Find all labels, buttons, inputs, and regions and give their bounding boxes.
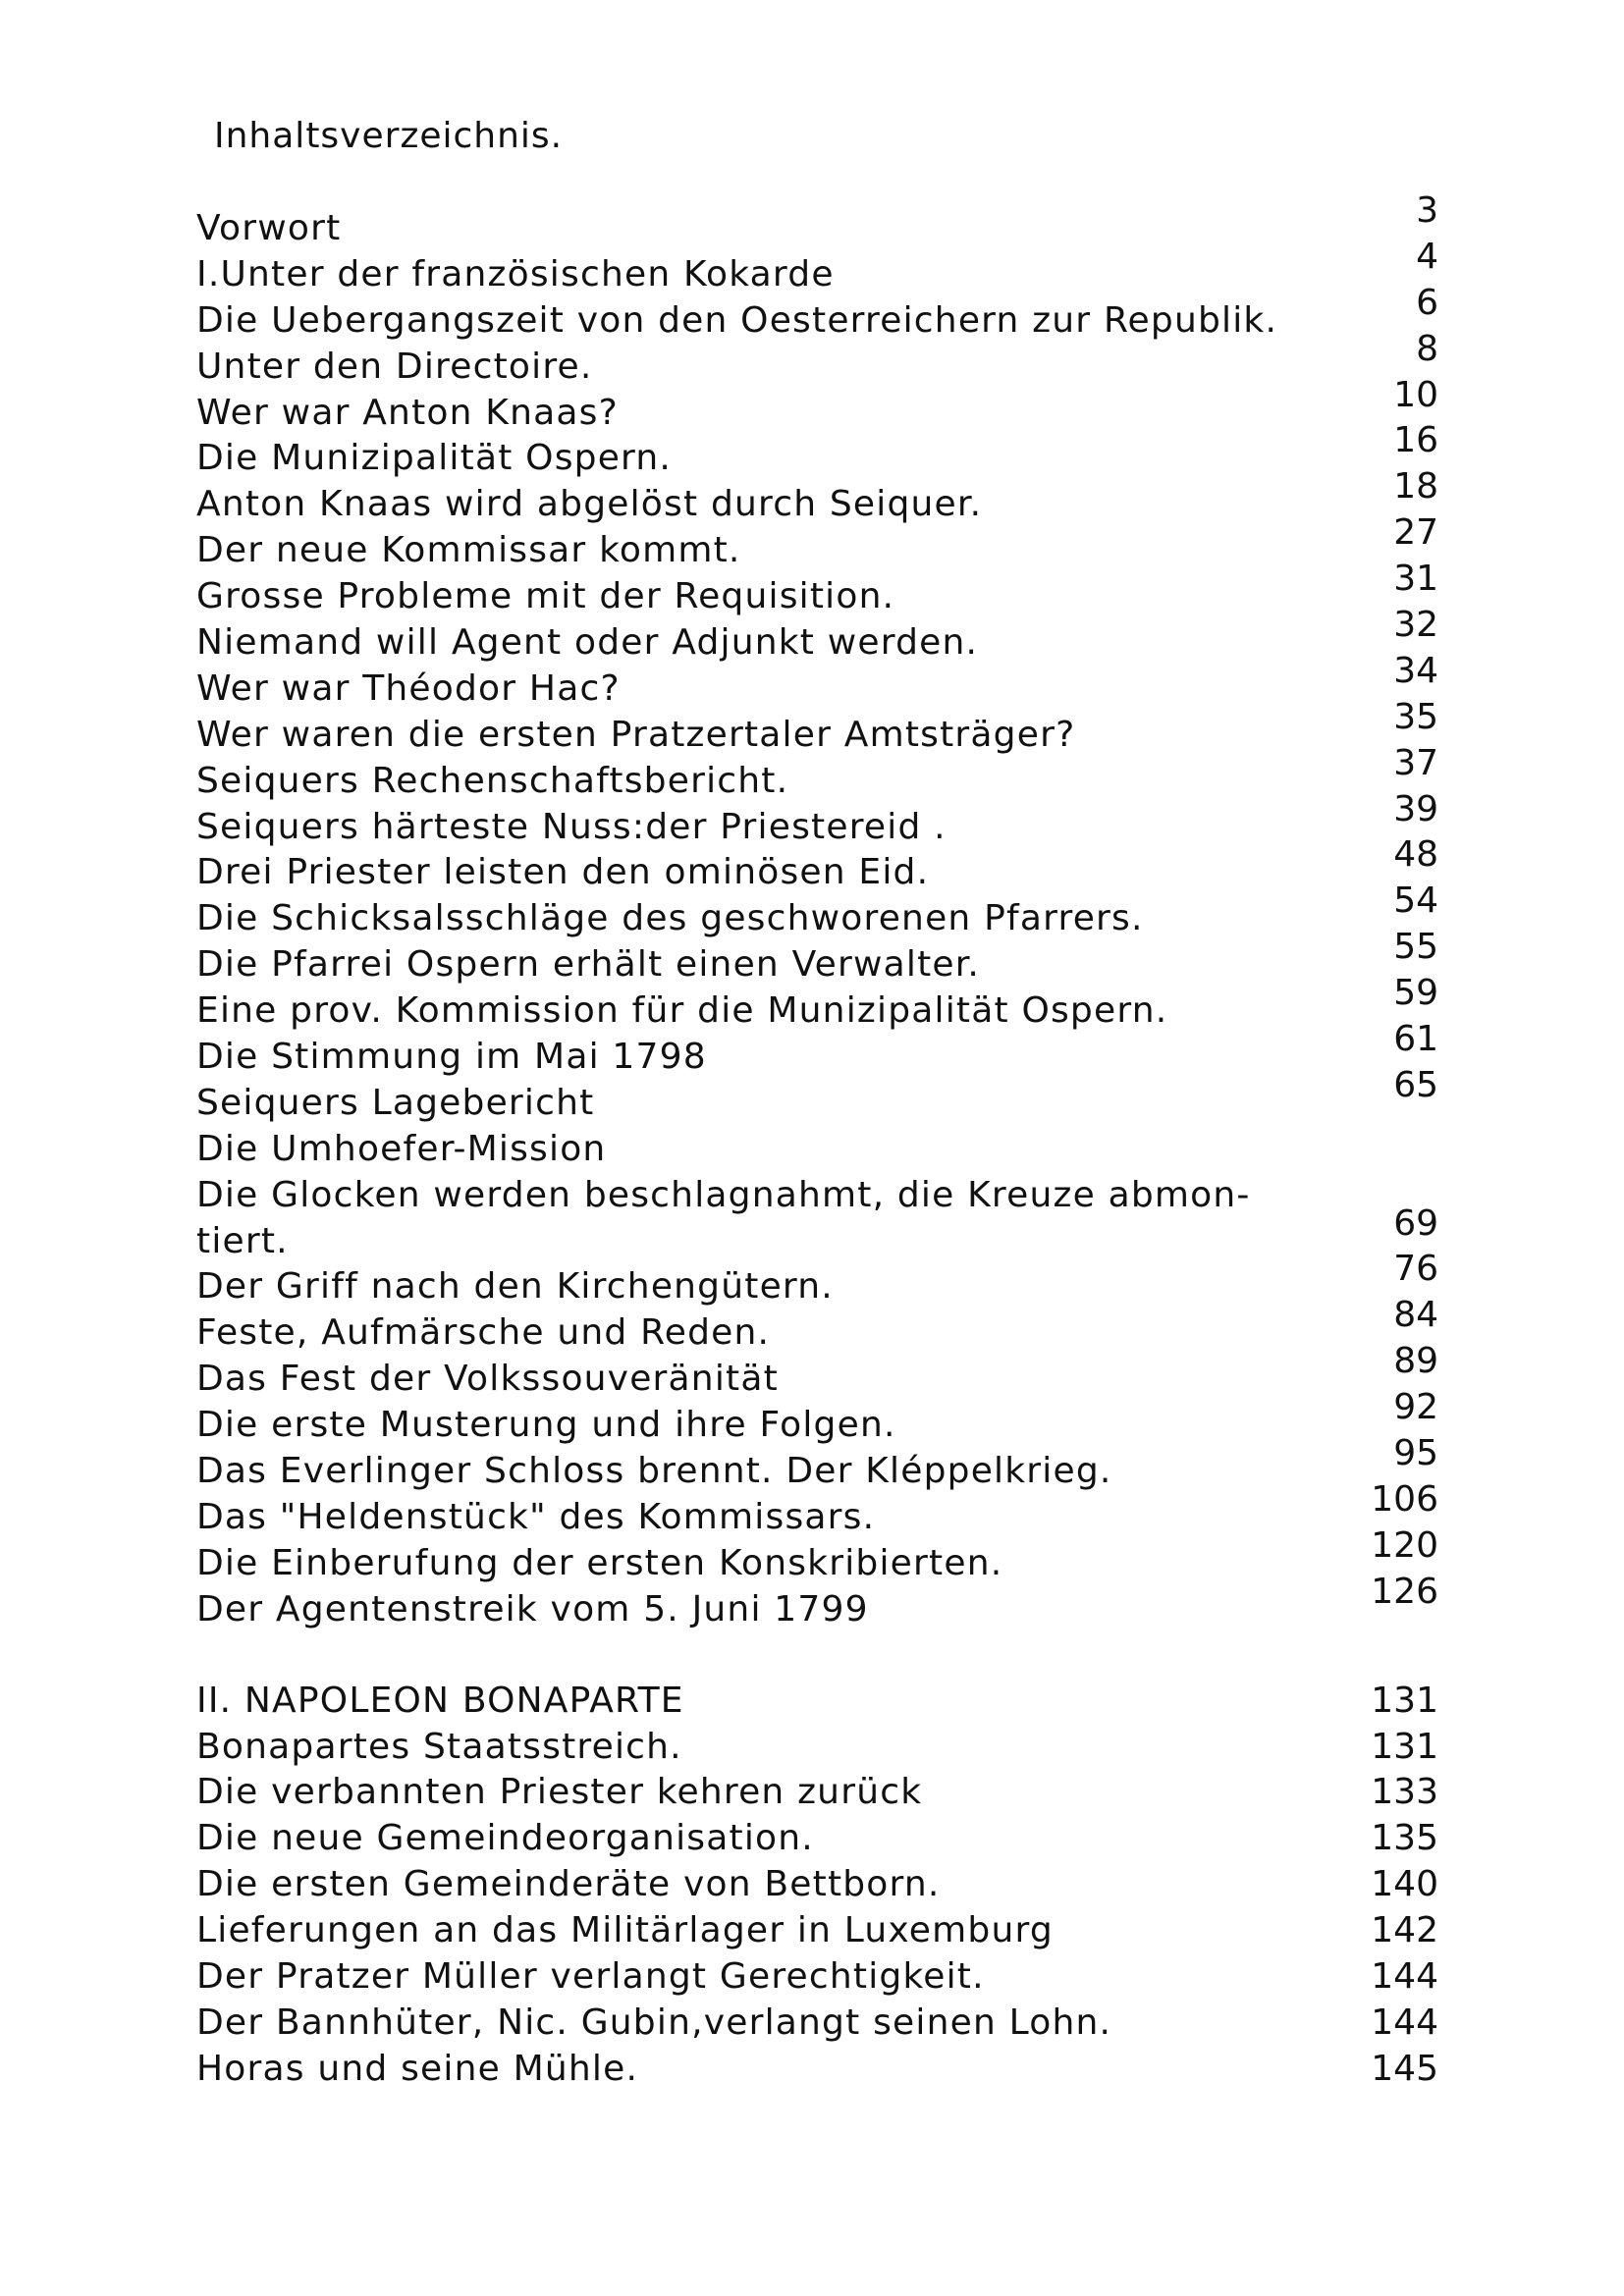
toc-entry [196, 2001, 1438, 2047]
toc-entry [196, 236, 1438, 298]
toc-entry-title: Eine prov. Kommission für die Munizipalität Ospern. [196, 990, 1168, 1032]
toc-entry [196, 973, 1438, 1035]
toc-entry [196, 927, 1438, 988]
toc-page-number: 6 [1416, 282, 1438, 323]
toc-page-number: 135 [1371, 1818, 1438, 1859]
toc-entry-title: Seiquers Rechenschaftsbericht. [196, 760, 789, 801]
toc-entry-title: II. NAPOLEON BONAPARTE [196, 1680, 684, 1721]
toc-entry [196, 1019, 1438, 1081]
toc-entry-title: Grosse Probleme mit der Requisition. [196, 576, 895, 617]
toc-page-number: 95 [1393, 1433, 1438, 1474]
toc-entry-title: Bonapartes Staatsstreich. [196, 1726, 682, 1767]
toc-page-number: 39 [1393, 788, 1438, 829]
toc-entry-title: Feste, Aufmärsche und Reden. [196, 1312, 771, 1354]
toc-entry-title: Wer waren die ersten Pratzertaler Amtsträger? [196, 714, 1076, 755]
toc-page-number: 120 [1371, 1524, 1438, 1566]
toc-entry-title: Anton Knaas wird abgelöst durch Seiquer. [196, 484, 983, 525]
toc-entry-title: Die verbannten Priester kehren zurück [196, 1772, 923, 1813]
toc-page-number: 65 [1393, 1064, 1438, 1105]
toc-entry [196, 1433, 1438, 1495]
toc-entry-title: Die Schicksalsschläge des geschworenen Pfarrers. [196, 898, 1144, 939]
toc-entry [196, 1908, 1438, 1954]
toc-entry-title: Die Stimmung im Mai 1798 [196, 1037, 707, 1078]
toc-entry [196, 1064, 1438, 1127]
toc-entry-title: Wer war Théodor Hac? [196, 667, 621, 709]
toc-entry-title: Das Everlinger Schloss brennt. Der Kléppelkrieg. [196, 1451, 1112, 1492]
toc-entry [196, 374, 1438, 437]
toc-page-number: 18 [1393, 466, 1438, 507]
toc-entry [196, 282, 1438, 345]
toc-entry [196, 1816, 1438, 1862]
toc-page-number: 92 [1393, 1387, 1438, 1428]
toc-page-number: 69 [1393, 1202, 1438, 1244]
toc-page-number: 27 [1393, 512, 1438, 554]
toc-entry-title: Unter den Directoire. [196, 346, 593, 387]
toc-page-number: 131 [1371, 1680, 1438, 1721]
toc-entry [196, 328, 1438, 391]
toc-entry-title: Niemand will Agent oder Adjunkt werden. [196, 622, 979, 664]
toc-page-number: 32 [1393, 605, 1438, 646]
toc-entry-title: Der Agentenstreik vom 5. Juni 1799 [196, 1588, 869, 1629]
toc-page-number: 48 [1393, 834, 1438, 876]
toc-entry-title: Der Pratzer Müller verlangt Gerechtigkeit. [196, 1955, 985, 1997]
toc-entry [196, 190, 1438, 252]
toc-entry [196, 1770, 1438, 1816]
toc-entry [196, 1524, 1438, 1587]
toc-entry-title: Horas und seine Mühle. [196, 2048, 639, 2089]
toc-entry-title: Vorwort [196, 208, 342, 248]
toc-page-number: 37 [1393, 742, 1438, 783]
toc-entry [196, 1387, 1438, 1449]
toc-entry-title: Die Munizipalität Ospern. [196, 438, 673, 479]
toc-entry-title: Seiquers härteste Nuss:der Priestereid . [196, 806, 947, 847]
toc-entry-title: Der neue Kommissar kommt. [196, 530, 741, 571]
toc-entry-title: Die Umhoefer-Mission [196, 1128, 607, 1169]
toc-page-number: 144 [1371, 2002, 1438, 2043]
toc-entry [196, 834, 1438, 896]
toc-page-number: 10 [1393, 374, 1438, 415]
toc-entry [196, 466, 1438, 528]
toc-entry [196, 1173, 1438, 1219]
toc-entry [196, 1954, 1438, 2001]
page-title: Inhaltsverzeichnis. [214, 116, 564, 156]
toc-entry [196, 742, 1438, 805]
toc-entry [196, 605, 1438, 667]
toc-entry [196, 1249, 1438, 1310]
toc-page-number: 142 [1371, 1910, 1438, 1951]
toc-page-number: 126 [1371, 1571, 1438, 1612]
toc-page-number: 140 [1371, 1864, 1438, 1905]
toc-page-number: 4 [1416, 236, 1438, 277]
toc-page-number: 106 [1371, 1478, 1438, 1520]
toc-entry-title: Die Pfarrei Ospern erhält einen Verwalter. [196, 944, 981, 986]
toc-entry-title: Der Griff nach den Kirchengütern. [196, 1266, 834, 1308]
toc-entry [196, 1725, 1438, 1771]
toc-page-number: 31 [1393, 559, 1438, 600]
toc-page-number: 55 [1393, 927, 1438, 968]
toc-entry-title: Die erste Musterung und ihre Folgen. [196, 1405, 896, 1446]
toc-entry [196, 559, 1438, 620]
toc-page-number: 84 [1393, 1295, 1438, 1336]
toc-entry-title: Lieferungen an das Militärlager in Luxemburg [196, 1910, 1054, 1951]
toc-entry-title: tiert. [196, 1220, 289, 1261]
toc-page-number: 76 [1393, 1249, 1438, 1290]
toc-entry-title: Das Fest der Volkssouveränität [196, 1359, 779, 1400]
toc-entry [196, 1679, 1438, 1725]
toc-entry-title: Die Glocken werden beschlagnahmt, die Kreuze abmon- [196, 1174, 1251, 1215]
toc-page-number: 59 [1393, 973, 1438, 1014]
toc-entry [196, 1127, 1438, 1173]
toc-entry [196, 696, 1438, 759]
toc-entry [196, 512, 1438, 574]
toc-entry-title: Wer war Anton Knaas? [196, 392, 619, 433]
toc-page-number: 16 [1393, 420, 1438, 461]
toc-entry-title: Die ersten Gemeinderäte von Bettborn. [196, 1864, 941, 1905]
toc-entry [196, 1571, 1438, 1633]
toc-entry [196, 1862, 1438, 1908]
toc-page-number: 61 [1393, 1019, 1438, 1060]
toc-entry [196, 881, 1438, 942]
toc-entry-title: Seiquers Lagebericht [196, 1082, 595, 1123]
toc-entry [196, 650, 1438, 713]
section-gap [196, 1633, 1438, 1679]
toc-page-number: 3 [1416, 190, 1438, 231]
toc-entry [196, 2047, 1438, 2093]
toc-section-1 [196, 190, 1438, 1633]
toc-entry-title: Drei Priester leisten den ominösen Eid. [196, 852, 930, 893]
toc-page-number: 145 [1371, 2048, 1438, 2089]
toc-page-number: 34 [1393, 650, 1438, 691]
toc-entry [196, 1478, 1438, 1541]
toc-page-number: 131 [1371, 1726, 1438, 1767]
toc-entry [196, 788, 1438, 851]
toc-page-number: 8 [1416, 328, 1438, 369]
toc-page-number: 54 [1393, 881, 1438, 922]
toc-entry [196, 1295, 1438, 1357]
toc-entry-title: Die neue Gemeindeorganisation. [196, 1818, 814, 1859]
toc-entry-title: Der Bannhüter, Nic. Gubin,verlangt seinen Lohn. [196, 2002, 1112, 2043]
toc-entry-title: I.Unter der französischen Kokarde [196, 253, 835, 294]
toc-entry-title: Die Uebergangszeit von den Oesterreichern zur Republik. [196, 299, 1278, 341]
table-of-contents [196, 190, 1438, 2093]
toc-page-number: 133 [1371, 1772, 1438, 1813]
toc-entry [196, 1341, 1438, 1403]
toc-entry [196, 1202, 1438, 1265]
toc-entry-title: Das "Heldenstück" des Kommissars. [196, 1496, 876, 1537]
toc-page-number: 144 [1371, 1955, 1438, 1997]
toc-page-number: 35 [1393, 696, 1438, 737]
toc-section-2 [196, 1679, 1438, 2093]
toc-entry-title: Die Einberufung der ersten Konskribierten. [196, 1542, 1003, 1583]
toc-entry [196, 420, 1438, 482]
toc-page-number: 89 [1393, 1341, 1438, 1382]
